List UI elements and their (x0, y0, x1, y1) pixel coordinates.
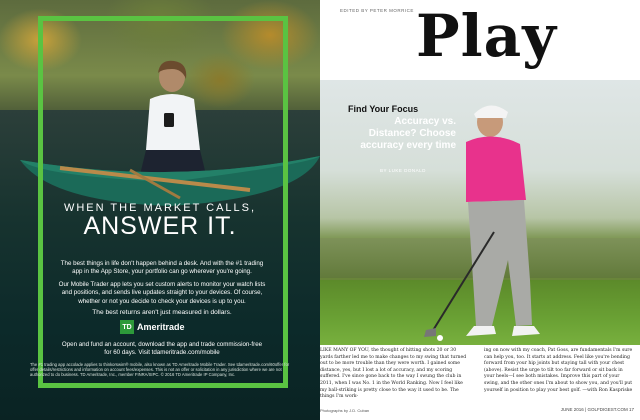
ad-headline-small: WHEN THE MARKET CALLS, (63, 202, 257, 214)
golfer-illustration (420, 50, 560, 350)
td-logo-name: Ameritrade (137, 322, 185, 332)
article-page (320, 0, 640, 420)
article-byline: BY LUKE DONALD (380, 168, 426, 173)
article-kicker: Accuracy vs. Distance? Choose accuracy every time (360, 116, 456, 151)
ad-tagline: The best returns aren't just measured in dollars. (92, 309, 232, 316)
ad-body-paragraph-2: Our Mobile Trader app lets you set custom alerts to monitor your watch lists and positions, and sends live updates straight to your devices. Of course, whether or not you decide to check your devices is up to you. (58, 281, 266, 305)
article-body-column-2: ing on now with my coach, Pat Goss, are fundamentals I'm sure can help you, too. It starts at address. Feel like you're bending forward from your hip joints but staying tall with your chest (above). Resist the urge to tilt too far forward or sit back in your heels—I see both mistakes. Improve this part of your swing, and the other ones I'm about to show you, and you'll put yourself in position to play your best golf. —with Ron Kaspriske (484, 348, 633, 393)
article-body-column-1: LIKE MANY OF YOU, the thought of hitting shots 20 or 30 yards farther led me to make changes to my swing that turned out to be more trouble than they were worth. I gained some distance, yes, but I lost a lot of accuracy, and my scoring suffered. I've since gone back to the way I swung the club in 2011, when I was No. 1 in the World Ranking. Now I feel like my ball-striking is pretty close to the way it used to be. The things I'm work- (320, 348, 467, 400)
section-title: Play (416, 2, 557, 70)
td-ameritrade-logo (120, 320, 185, 334)
photo-credit: Photographs by J.D. Cuban (320, 408, 370, 413)
page-folio: JUNE 2016 | GOLFDIGEST.COM 17 (560, 407, 634, 412)
ad-call-to-action: Open and fund an account, download the app and trade commission-free for 60 days. Visit tdameritrade.com/mobile (61, 341, 263, 357)
ad-body-paragraph-1: The best things in life don't happen behind a desk. And with the #1 trading app in the App Store, your portfolio can go wherever you're going. (60, 260, 264, 276)
edited-by-credit: EDITED BY PETER MORRICE (340, 8, 414, 13)
td-logo-mark: TD (120, 320, 134, 334)
ad-headline-large: ANSWER IT. (83, 212, 237, 240)
article-headline: Find Your Focus (348, 104, 419, 114)
ad-fineprint: The #1 trading app accolade applies to thinkorswim® mobile, also known as TD Ameritrade Mobile Trader. See tdameritrade.com/60offer for offer details/restrictions and information on account fees/expenses. This is not an offer or solicitation in any jurisdiction where we are not authorized to do business. TD Ameritrade, Inc., member FINRA/SIPC. © 2016 TD Ameritrade IP Company, Inc. (30, 362, 290, 378)
